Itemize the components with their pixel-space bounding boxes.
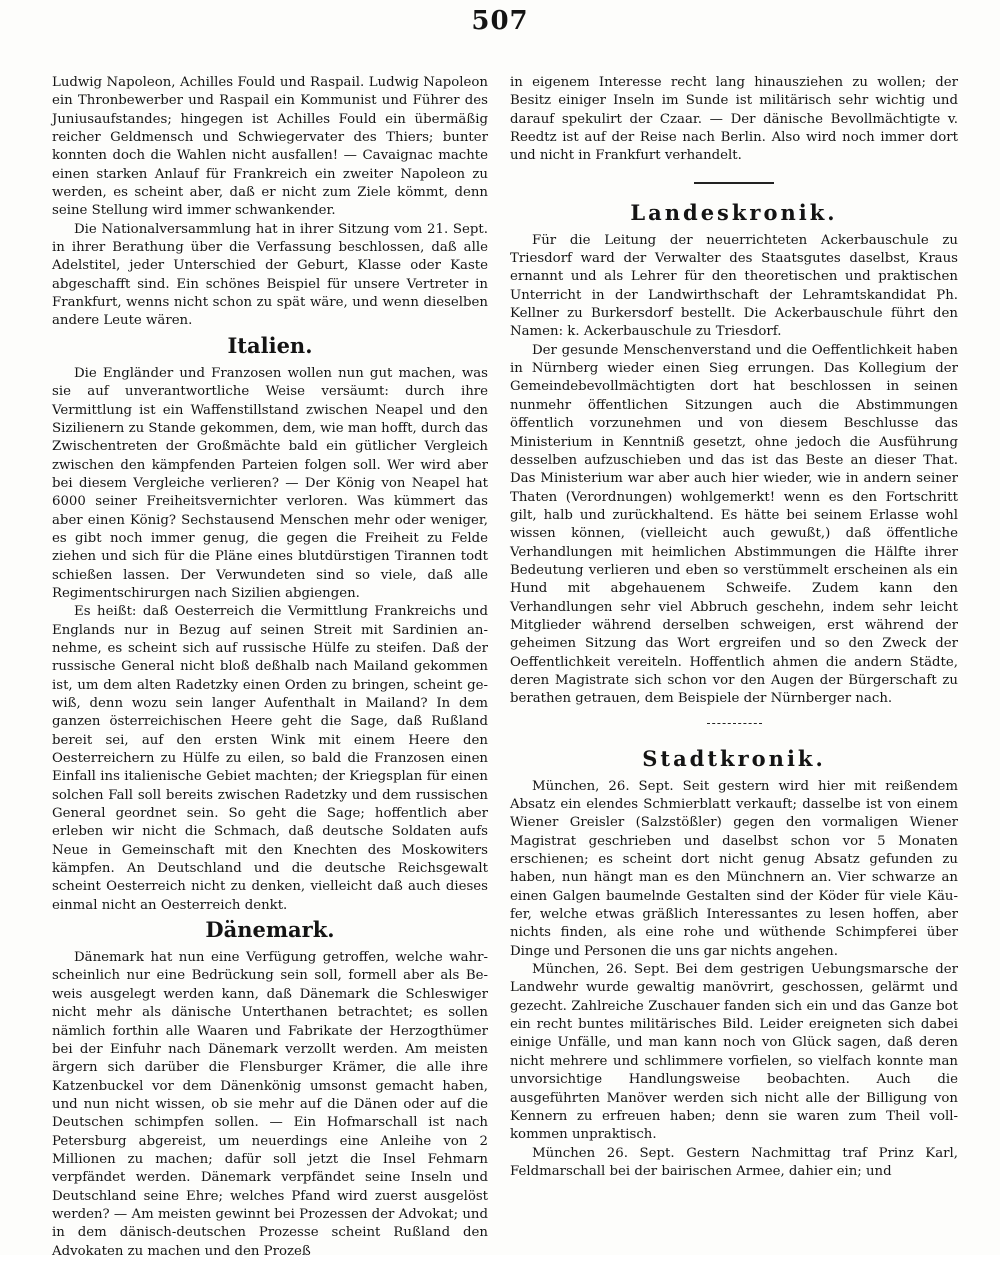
article-paragraph: München, 26. Sept. Seit gestern wird hier mit reißendem Absatz ein elendes Schmierblatt verkauft; dasselbe ist von einem Wiener Greisler (Salzstößler) gegen den vormaligen Wiener Magistrat geschrieben und daselbst schon vor 5 Monaten erschienen; es scheint dort nicht genug Absatz gefunden zu haben, nun hängt man es den Münchnern an. Vier schwarze an einen Galgen baumelnde Gestalten sind der Köder für viele Käufer, welche etwas gräßlich Interessantes zu lesen hoffen, aber nichts finden, als eine rohe und wüthende Schimpferei über Dinge und Personen die uns gar nichts angehen. — [510, 778, 958, 959]
section-heading-landeskronik: Landeskronik. — [630, 199, 838, 225]
article-paragraph: Der gesunde Menschenverstand und die Oeffentlichkeit haben in Nürnberg wieder einen Sieg errungen. Das Kollegium der Gemeindebevollmächtigten dort hat beschlossen in seinen nunmehr öffentlichen Sitzungen auch die Abstimmungen öffentlich vorzunehmen und von diesem Beschlusse das Ministerium in Kenntniß gesetzt, ohne jedoch die Ausführung desselben aufzuschieben und das ist das Beste an dieser That. Das Ministerium war aber auch hier wieder, wie in andern seiner Thaten (Verordnungen) wohlgemerkt! wenn es den Fortschritt gilt, halb und zurückhaltend. Es hätte bei seinem Erlasse wohl wissen können, (vielleicht auch gewußt,) daß öffentliche Verhandlungen mit heimlichen Abstimmungen die Hälfte ihrer Bedeutung verlieren und eben so verstümmelt erscheinen als ein Hund mit abgehauenem Schweife. Zudem kann den Verhandlungen sehr viel Abbruch geschehn, indem sehr leicht Mitglieder während derselben schweigen, erst während der geheimen Sitzung das Wort ergreifen und so den Zweck der Oeffentlichkeit vereiteln. Hoffentlich ahmen die andern Städte, deren Magistrate sich schon vor den Augen der Bürgerschaft zu berathen getrauen, dem Beispiele der Nürnberger nach. — [510, 342, 958, 707]
article-paragraph: Ludwig Napoleon, Achilles Fould und Raspail. Ludwig Napoleon ein Thronbewerber und Raspail ein Kommunist und Führer des Juniusaufstandes; hingegen ist Achilles Fould ein übermäßig reicher Geldmensch und Schwiegervater des Thiers; bunter konnten doch die Wahlen nicht ausfallen! — Cavaignac machte einen starken Anlauf für Frankreich ein zweiter Napoleon zu werden, es scheint aber, daß er nicht zum Ziele kömmt, denn seine Stellung wird immer schwankender. — [52, 75, 488, 219]
article-paragraph: Für die Leitung der neuerrichteten Ackerbauschule zu Triesdorf ward der Verwalter des Staatsgutes daselbst, Kraus ernannt und als Lehrer für den theoretischen und praktischen Unterricht in der Landwirthschaft der Lehramtskandidat Ph. Kellner zu Burkersdorf bestellt. Die Ackerbauschule führt den Namen: k. Ackerbauschule zu Triesdorf. — [510, 232, 958, 340]
article-paragraph: München, 26. Sept. Bei dem gestrigen Uebungsmarsche der Landwehr wurde gewaltig manövrirt, geschossen, gelärmt und gezecht. Zahlreiche Zuschauer fanden sich ein und das Ganze bot ein recht buntes militärisches Bild. Leider ereigneten sich dabei einige Unfälle, und man kann noch von Glück sagen, daß deren nicht mehrere und schlimmere vorfielen, so vielfach konnte man unvorsichtige Handlungsweise beobachten. Auch die ausgeführten Manöver werden sich nicht alle der Billigung von Kennern zu erfreuen haben; denn sie waren zum Theil vollkommen unpraktisch. — [510, 962, 958, 1143]
page-number: 507 — [471, 6, 529, 36]
article-paragraph: München 26. Sept. Gestern Nachmittag traf Prinz Karl, Feldmarschall bei der bairischen Armee, dahier ein; und — [510, 1145, 958, 1179]
article-paragraph: Die Engländer und Franzosen wollen nun gut machen, was sie auf unverantwortliche Weise versäumt: durch ihre Vermittlung ist ein Waffenstillstand zwischen Neapel und den Sizilienern zu Stande gekommen, dem, wie man hofft, durch das Zwischentreten der Großmächte bald ein gütlicher Vergleich zwischen den kämpfenden Parteien folgen soll. Wer wird aber bei diesem Vergleiche verlieren? — Der König von Neapel hat 6000 seiner Freiheitsvernichter verloren. Was kümmert das aber einen König? Sechstausend Menschen mehr oder weniger, es gibt noch immer genug, die gegen die Freiheit zu Felde ziehen und sich für die Pläne eines blutdürstigen Tirannen todt schießen lassen. Der Verwundeten sind so viele, daß alle Regimentschirurgen nach Sizilien abgiengen. — [52, 365, 488, 601]
section-divider — [694, 182, 774, 184]
left-column — [52, 74, 488, 1261]
section-heading-italien: Italien. — [227, 332, 313, 358]
article-paragraph: Dänemark hat nun eine Verfügung getroffen, welche wahrscheinlich nur eine Bedrückung sein soll, formell aber als Beweis ausgelegt werden kann, daß Dänemark die Schleswiger nicht mehr als dänische Unterthanen betrachtet; es sollen nämlich forthin alle Waaren und Fabrikate der Herzogthümer bei der Einfuhr nach Dänemark verzollt werden. Am meisten ärgern sich darüber die Flensburger Krämer, die alle ihre Katzenbuckel vor dem Dänenkönig umsonst gemacht haben, und nun nicht wissen, ob sie mehr auf die Dänen oder auf die Deutschen schimpfen sollen. — Ein Hofmarschall ist nach Petersburg abgereist, um neuerdings eine Anleihe von 2 Millionen zu machen; dafür soll jetzt die Insel Fehmarn verpfändet werden. Dänemark verpfändet seine Inseln und Deutschland seine Ehre; welches Pfand wird zuerst ausgelöst werden? — Am meisten gewinnt bei Prozessen der Advokat; und in dem dänisch-deutschen Prozesse scheint Rußland den Advokaten zu machen und den Prozeß — [52, 950, 488, 1259]
article-paragraph: Es heißt: daß Oesterreich die Vermittlung Frankreichs und Englands nur in Bezug auf seinen Streit mit Sardinien annehme, es scheint sich auf russische Hülfe zu steifen. Daß der russische General nicht bloß deßhalb nach Mailand gekommen ist, um dem alten Radetzky einen Orden zu bringen, scheint gewiß, denn wozu sein langer Aufenthalt in Mailand? In dem ganzen österreichischen Heere geht die Sage, daß Rußland bereit sei, auf den ersten Wink mit einem Heere den Oesterreichern zu Hülfe zu eilen, so bald die Franzosen einen Einfall ins italienische Gebiet machten; der Kriegsplan für einen solchen Fall soll bereits zwischen Radetzky und dem russischen General geordnet sein. So geht die Sage; hoffentlich aber erleben wir nicht die Schmach, daß deutsche Soldaten aufs Neue in Gemeinschaft mit den Knechten des Moskowiters kämpfen. An Deutschland und die deutsche Reichsgewalt scheint Oesterreich nicht zu denken, vielleicht daß auch dieses einmal nicht an Oesterreich denkt. — [52, 604, 488, 913]
section-heading-daenemark: Dänemark. — [205, 917, 335, 943]
article-paragraph: Die Nationalversammlung hat in ihrer Sitzung vom 21. Sept. in ihrer Berathung über die Verfassung beschlossen, daß alle Adelstitel, jeder Unterschied der Geburt, Klasse oder Kaste abgeschafft sind. Ein schönes Beispiel für unsere Vertreter in Frankfurt, wenns nicht schon zu spät wäre, und wenn dieselben andere Leute wären. — [52, 221, 488, 329]
right-column — [510, 74, 958, 1181]
section-divider — [707, 723, 762, 724]
section-heading-stadtkronik: Stadtkronik. — [642, 745, 826, 771]
article-paragraph: in eigenem Interesse recht lang hinausziehen zu wollen; der Besitz einiger Inseln im Sunde ist militärisch sehr wichtig und darauf spekulirt der Czaar. — Der dänische Bevollmächtigte v. Reedtz ist auf der Reise nach Berlin. Also wird noch immer dort und nicht in Frankfurt verhandelt. — [510, 75, 958, 164]
